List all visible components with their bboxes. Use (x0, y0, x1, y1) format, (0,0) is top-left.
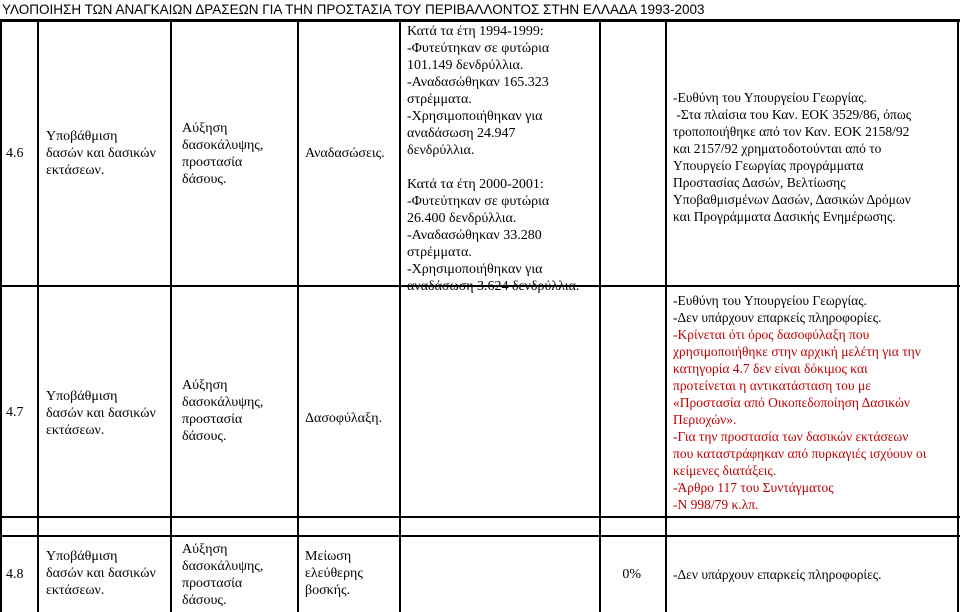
implementation-cell: Κατά τα έτη 1994-1999: -Φυτεύτηκαν σε φυτώρια 101.149 δενδρύλλια. -Αναδασώθηκαν 165.323 στρέμματα. -Χρησιμοποιήθηκαν για αναδάσωση 24.947 δενδρύλλια. Κατά τα έτη 2000-2001: -Φυτεύτηκαν σε φυτώρια 26.400 δενδρύλλια. -Αναδασώθηκαν 33.280 στρέμματα. -Χρησιμοποιήθηκαν για αναδάσωση 3.624 δενδρύλλια. (407, 24, 580, 294)
comments-cell: -Ευθύνη του Υπουργείου Γεωργίας. -Δεν υπάρχουν επαρκείς πληροφορίες. -Κρίνεται ότι όρος δασοφύλαξη που χρησιμοποιήθηκε στην αρχική μελέτη για την κατηγορία 4.7 δεν είναι δόκιμος και προτείνεται η αντικατάσταση του με «Προστασία από Οικοπεδοποίηση Δασικών Περιοχών». -Για την προστασία των δασικών εκτάσεων που καταστράφηκαν από πυρκαγιές ισχύουν οι κείμενες διατάξεις. -Άρθρο 117 του Συντάγματος -Ν 998/79 κ.λπ. (673, 293, 927, 512)
problem-cell: Υποβάθμιση δασών και δασικών εκτάσεων. (46, 549, 156, 598)
row-number: 4.7 (6, 405, 24, 420)
row-number: 4.8 (6, 567, 24, 582)
problem-cell: Υποβάθμιση δασών και δασικών εκτάσεων. (46, 389, 156, 438)
comments-cell: -Δεν υπάρχουν επαρκείς πληροφορίες. (673, 567, 882, 582)
goal-cell: Αύξηση δασοκάλυψης, προστασία δάσους. (182, 542, 264, 608)
goal-cell: Αύξηση δασοκάλυψης, προστασία δάσους. (182, 378, 264, 444)
problem-cell: Υποβάθμιση δασών και δασικών εκτάσεων. (46, 129, 156, 178)
completion-percent: 0% (622, 567, 641, 582)
action-cell: Μείωση ελεύθερης βοσκής. (305, 549, 363, 598)
goal-cell: Αύξηση δασοκάλυψης, προστασία δάσους. (182, 120, 264, 187)
comments-cell: -Ευθύνη του Υπουργείου Γεωργίας. -Στα πλαίσια του Καν. ΕΟΚ 3529/86, όπως τροποποιήθηκε από τον Καν. ΕΟΚ 2158/92 και 2157/92 χρηματοδοτούνται από το Υπουργείο Γεωργίας προγράμματα Προστασίας Δασών, Βελτίωσης Υποβαθμισμένων Δασών, Δασικών Δρόμων και Προγράμματα Δασικής Ενημέρωσης. (673, 90, 912, 224)
row-number: 4.6 (6, 146, 24, 161)
page-title: ΥΛΟΠΟΙΗΣΗ ΤΩΝ ΑΝΑΓΚΑΙΩΝ ΔΡΑΣΕΩΝ ΓΙΑ ΤΗΝ ΠΡΟΣΤΑΣΙΑ ΤΟΥ ΠΕΡΙΒΑΛΛΟΝΤΟΣ ΣΤΗΝ ΕΛΛΑΔΑ 1993-2003 (2, 2, 705, 17)
action-cell: Αναδασώσεις. (305, 146, 385, 161)
action-cell: Δασοφύλαξη. (305, 411, 383, 426)
